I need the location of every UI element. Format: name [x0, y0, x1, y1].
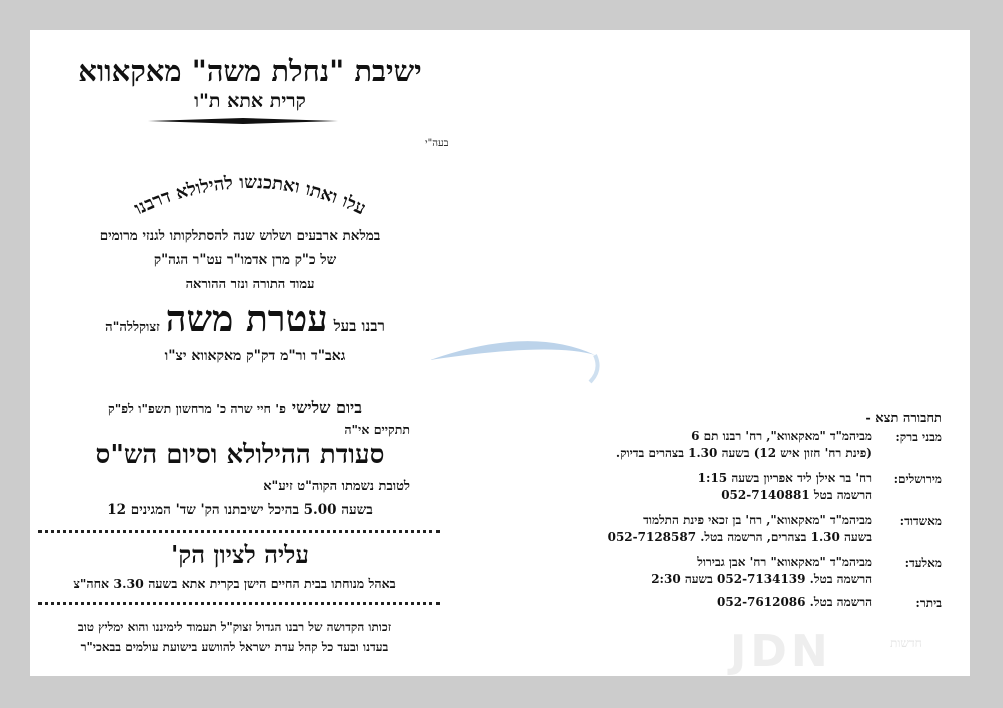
decorative-divider	[148, 116, 338, 126]
line-rebbe: של כ"ק מרן אדמו"ר עט"ר הגה"ק	[153, 252, 337, 268]
transport-header: תחבורה תצא -	[865, 411, 942, 426]
bsd-mark: בעה"י	[425, 138, 449, 149]
transport-elad-line1: מביהמ"ד "מאקאווא" רח' אבן גבירול	[697, 555, 872, 569]
rabbi-prefix: רבנו בעל	[333, 317, 385, 335]
transport-elad-line2: הרשמה בטל. 052-7134139 בשעה 2:30	[651, 572, 872, 586]
transport-jerusalem-line1: רח' בר אילן ליד אפריון בשעה 1:15	[697, 471, 872, 485]
line-will-take-place: תתקיים אי"ה	[344, 422, 410, 437]
transport-bnei-brak-line2: (פינת רח' חזון איש 12) בשעה 1.30 בצהרים בדיוק.	[615, 446, 872, 460]
aliya-heading: עליה לציון הק'	[171, 540, 309, 569]
transport-city-beitar: ביתר:	[915, 596, 942, 610]
transport-ashdod-line2: בשעה 1.30 בצהרים, הרשמה בטל. 052-7128587	[607, 530, 872, 544]
line-pillar: עמוד התורה ונזר ההוראה	[185, 277, 315, 292]
rabbi-line	[50, 298, 440, 340]
transport-beitar-line1: הרשמה בטל. 052-7612086	[717, 595, 872, 609]
line-neshama: לטובת נשמתו הקוה"ט זיע"א	[263, 479, 410, 494]
jdn-watermark-sub: חדשות	[890, 636, 922, 650]
rabbi-name: עטרת משה	[165, 298, 328, 340]
transport-ashdod-line1: מביהמ"ד "מאקאווא", רח' בן זכאי פינת התלמוד	[643, 513, 872, 527]
line-blessing: בעדנו ובעד כל קהל עדת ישראל להוושע בישועת עולמים בבאכי"ר	[80, 640, 389, 654]
transport-jerusalem-line2: הרשמה בטל 052-7140881	[721, 488, 872, 502]
line-time-place: בשעה 5.00 בהיכל ישיבתנו הק' שד' המגינים 12	[107, 502, 373, 518]
invite-arc	[90, 148, 410, 238]
swoosh-graphic	[430, 330, 605, 385]
invitation-sheet	[30, 30, 970, 676]
dotted-divider-1	[38, 530, 440, 533]
date-line	[50, 398, 420, 418]
line-zechus: זכותו הקדושה של רבנו הגדול זצוק"ל תעמוד לימיננו והוא ימליץ טוב	[77, 620, 392, 634]
seuda-heading: סעודת ההילולא וסיום הש"ס	[95, 440, 385, 470]
rabbi-suffix: זצוקללה"ה	[105, 320, 160, 335]
line-rav: גאב"ד ור"מ דק"ק מאקאווא יצ"ו	[164, 348, 346, 364]
transport-city-bnei-brak: מבני ברק:	[895, 430, 942, 444]
transport-bnei-brak-line1: מביהמ"ד "מאקאווא", רח' רבנו תם 6	[691, 429, 872, 443]
yeshiva-title: ישיבת "נחלת משה" מאקאווא	[78, 54, 422, 88]
transport-city-elad: מאלעד:	[904, 556, 942, 570]
city-subtitle: קרית אתא ת"ו	[194, 90, 306, 112]
jdn-watermark: JDN	[730, 626, 832, 677]
transport-city-jerusalem: מירושלים:	[893, 472, 942, 486]
transport-city-ashdod: מאשדוד:	[899, 514, 942, 528]
dotted-divider-2	[38, 602, 440, 605]
date-text: פ' חיי שרה כ' מרחשון תשפ"ו לפ"ק	[108, 401, 286, 416]
invite-arc-text: עלו ואתו ואתכנשו להילולא דרבנו	[131, 171, 369, 220]
svg-text:עלו ואתו ואתכנשו להילולא דרבנו	[131, 172, 369, 219]
day-label: ביום שלישי	[291, 398, 362, 417]
line-ohel: באהל מנוחתו בבית החיים הישן בקרית אתא בשעה 3.30 אחה"צ	[73, 576, 396, 591]
line-anniversary: במלאת ארבעים ושלוש שנה להסתלקותו לגנזי מרומים	[99, 228, 381, 244]
